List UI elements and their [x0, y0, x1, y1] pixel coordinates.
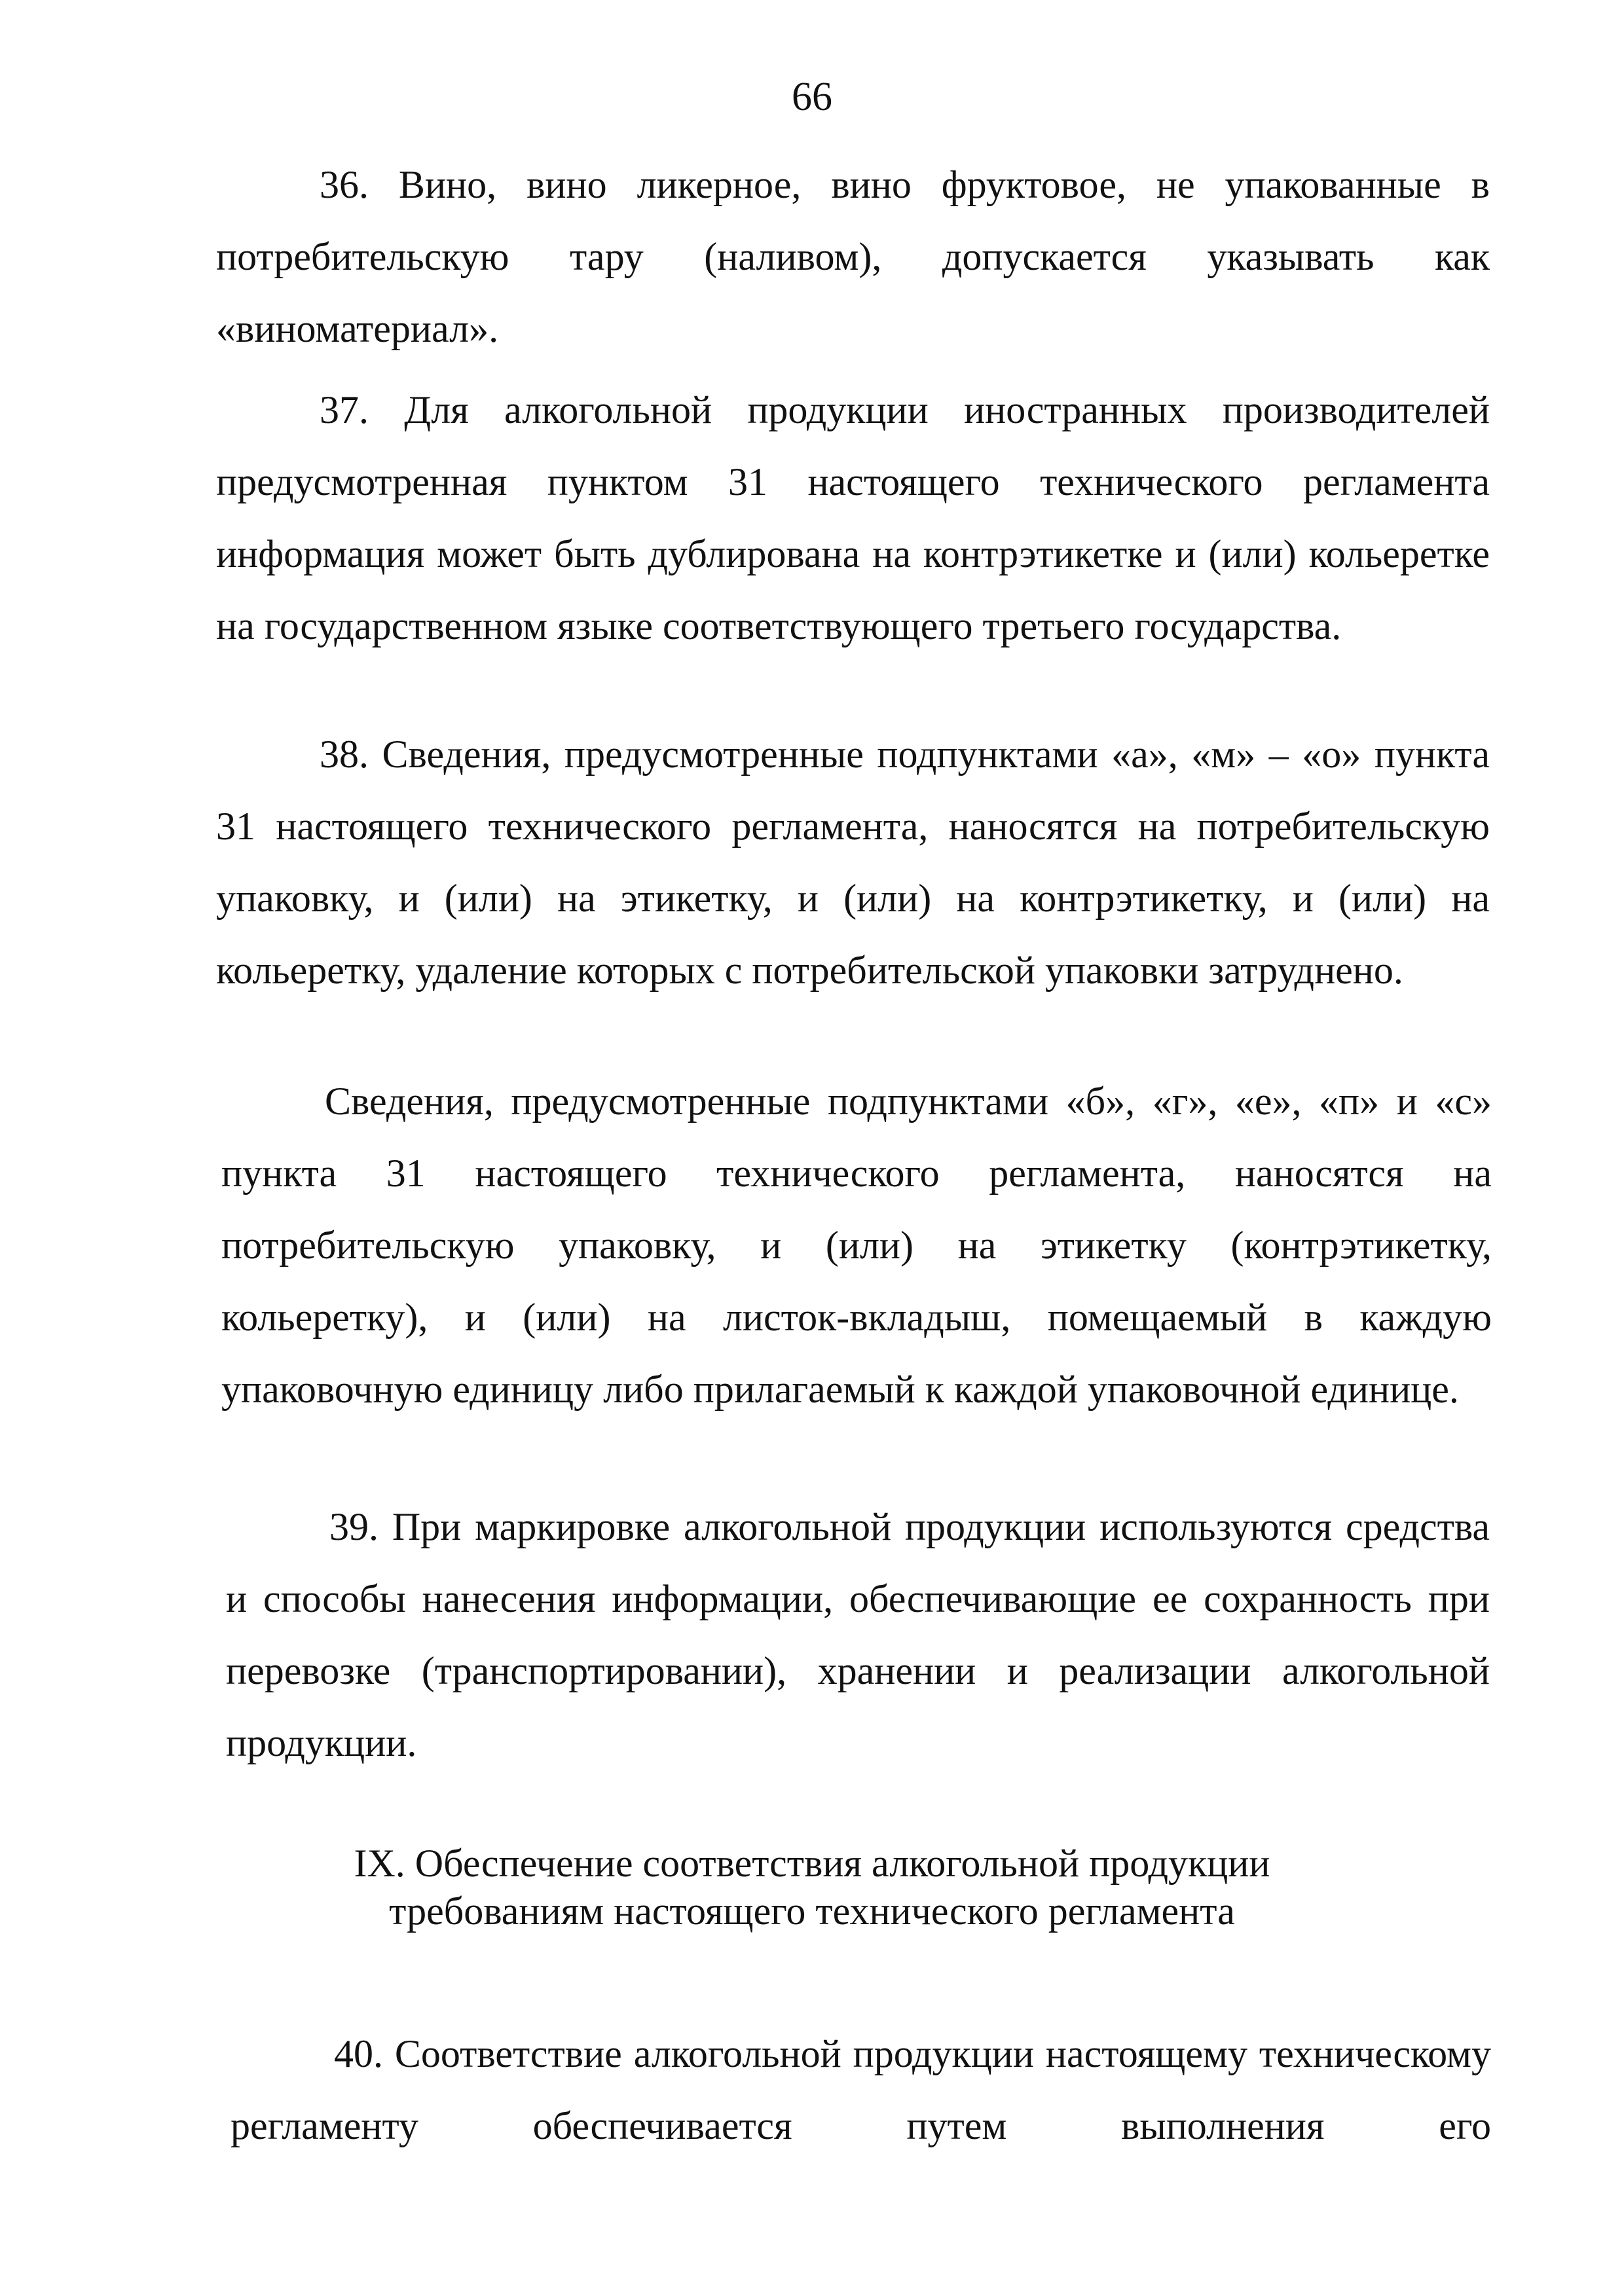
paragraph-40: 40. Соответствие алкогольной продукции настоящему техническому регламенту обеспечивается путем выполнения его: [231, 2032, 1491, 2147]
section-heading-line-1: IX. Обеспечение соответствия алкогольной продукции: [354, 1842, 1270, 1885]
paragraph-37: 37. Для алкогольной продукции иностранных производителей предусмотренная пунктом 31 настоящего технического регламента информация может быть дублирована на контрэтикетке и (или) кольеретке на государственном языке соответствующего третьего государства.: [216, 388, 1490, 647]
paragraph-37-block: [216, 374, 1490, 662]
paragraph-38-block: [216, 718, 1490, 1006]
paragraph-38: 38. Сведения, предусмотренные подпунктами «а», «м» – «о» пункта 31 настоящего технического регламента, наносятся на потребительскую упаковку, и (или) на этикетку, и (или) на контрэтикетку, и (или) на кольеретку, удаление которых с потребительской упаковки затруднено.: [216, 733, 1490, 992]
paragraph-39: 39. При маркировке алкогольной продукции используются средства и способы нанесения информации, обеспечивающие ее сохранность при перевозке (транспортировании), хранении и реализации алкогольной продукции.: [226, 1505, 1490, 1764]
paragraph-36-block: [216, 149, 1490, 365]
page-number: 66: [792, 75, 832, 119]
section-heading: [0, 1840, 1624, 1935]
paragraph-38b-block: [221, 1065, 1492, 1425]
section-heading-line-2: требованиям настоящего технического регламента: [389, 1889, 1235, 1933]
paragraph-36: 36. Вино, вино ликерное, вино фруктовое, не упакованные в потребительскую тару (наливом), допускается указывать как «виноматериал».: [216, 163, 1490, 350]
paragraph-38-continued: Сведения, предусмотренные подпунктами «б», «г», «е», «п» и «с» пункта 31 настоящего технического регламента, наносятся на потребительскую упаковку, и (или) на этикетку (контрэтикетку, кольеретку), и (или) на листок-вкладыш, помещаемый в каждую упаковочную единицу либо прилагаемый к каждой упаковочной единице.: [221, 1080, 1492, 1411]
paragraph-40-block: [231, 2018, 1491, 2162]
paragraph-39-block: [226, 1491, 1490, 1779]
